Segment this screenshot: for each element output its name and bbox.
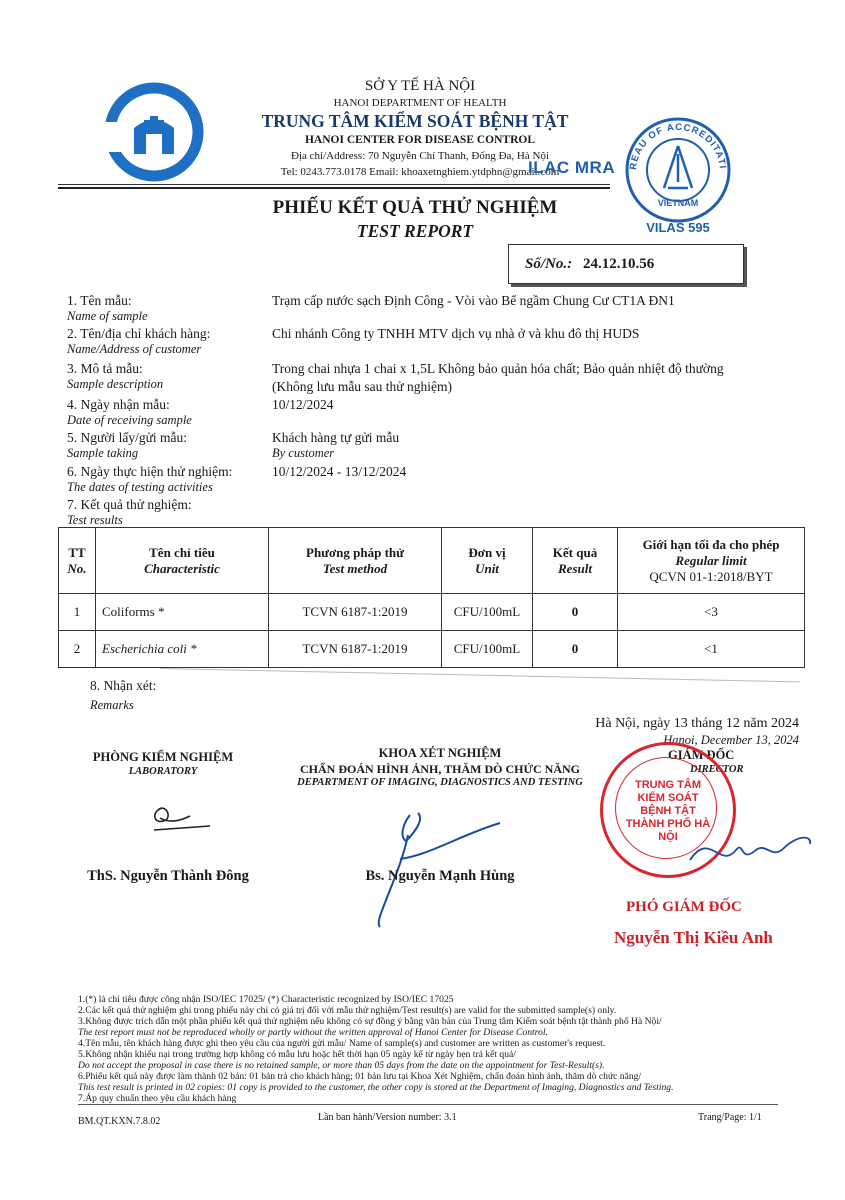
table-row <box>59 631 805 668</box>
footnote: 5.Không nhận khiếu nại trong trường hợp không có mẫu lưu hoặc hết thời hạn 05 ngày kể từ ngày hẹn trả kết quả/ <box>78 1049 516 1060</box>
field-label-en: Name of sample <box>67 309 148 323</box>
field-testing-dates <box>67 464 232 495</box>
field-sample-taking <box>67 430 187 461</box>
field-value-en: By customer <box>272 446 335 460</box>
dept-title-1: KHOA XÉT NGHIỆM <box>378 746 502 760</box>
field-label-en: The dates of testing activities <box>67 480 213 494</box>
field-label: 2. Tên/địa chỉ khách hàng: <box>67 326 211 341</box>
accreditation-country: VIETNAM <box>657 198 699 208</box>
report-number-label: Số/No.: <box>525 256 573 272</box>
field-label: 7. Kết quả thử nghiệm: <box>67 497 192 512</box>
report-number: 24.12.10.56 <box>583 256 655 272</box>
issue-date: Hà Nội, ngày 13 tháng 12 năm 2024 <box>595 716 799 731</box>
version-number: Lần ban hành/Version number: 3.1 <box>318 1112 457 1123</box>
col-header-characteristic: Tên chỉ tiêu Characteristic <box>96 528 269 594</box>
field-label-en: Test results <box>67 513 123 527</box>
remarks-label: 8. Nhận xét: <box>90 678 157 693</box>
field-label: 3. Mô tả mẫu: <box>67 361 143 376</box>
field-label: 1. Tên mẫu: <box>67 293 132 308</box>
cell-no: 2 <box>59 631 96 668</box>
footnote: This test result is printed in 02 copies: 01 copy is provided to the customer, the other copy is stored at the Department of Imaging, Diagnostics and Testing. <box>78 1082 674 1093</box>
field-sample-description <box>67 361 163 392</box>
form-code: BM.QT.KXN.7.8.02 <box>78 1116 161 1127</box>
col-header-unit: Đơn vị Unit <box>442 528 533 594</box>
hcdc-logo <box>104 82 204 182</box>
field-label-en: Name/Address of customer <box>67 342 202 356</box>
field-sample-name <box>67 293 148 324</box>
lab-title-en: LABORATORY <box>128 766 198 777</box>
footnote: 4.Tên mẫu, tên khách hàng được ghi theo yêu cầu của người gửi mẫu/ Name of sample(s) and customer are written as customer's request. <box>78 1038 606 1049</box>
ilac-mra-mark: ILAC MRA <box>528 158 616 177</box>
cell-unit: CFU/100mL <box>442 631 533 668</box>
center-en: HANOI CENTER FOR DISEASE CONTROL <box>304 134 536 146</box>
field-label: 6. Ngày thực hiện thử nghiệm: <box>67 464 233 479</box>
field-value: Chi nhánh Công ty TNHH MTV dịch vụ nhà ở và khu đô thị HUDS <box>272 326 640 341</box>
director-title: GIÁM ĐỐC <box>668 748 735 762</box>
field-customer <box>67 326 210 357</box>
footnote: Do not accept the proposal in case there is no retained sample, or more than 05 days from the date on the appointment for Test-Result(s). <box>78 1060 605 1071</box>
vilas-number: VILAS 595 <box>646 220 710 235</box>
field-label-en: Sample taking <box>67 446 139 460</box>
field-value: 10/12/2024 <box>272 397 334 412</box>
remarks-label-en: Remarks <box>90 698 134 712</box>
col-header-no: TT No. <box>59 528 96 594</box>
svg-text:BUREAU OF ACCREDITATION: REAU OF ACCREDITATI <box>627 121 728 171</box>
deputy-name: Nguyễn Thị Kiều Anh <box>614 928 773 947</box>
cell-result: 0 <box>533 594 618 631</box>
cell-unit: CFU/100mL <box>442 594 533 631</box>
field-value-line2: (Không lưu mẫu sau thử nghiệm) <box>272 379 452 394</box>
page-number: Trang/Page: 1/1 <box>698 1112 762 1123</box>
cell-no: 1 <box>59 594 96 631</box>
header-divider-thick <box>58 187 610 189</box>
cell-characteristic: Escherichia coli * <box>96 631 269 668</box>
dept-signature <box>360 795 510 935</box>
cell-characteristic: Coliforms * <box>96 594 269 631</box>
dept-vi: SỞ Y TẾ HÀ NỘI <box>364 78 476 94</box>
table-row <box>59 594 805 631</box>
footnote: 6.Phiếu kết quả này được làm thành 02 bản: 01 bản trả cho khách hàng; 01 bản lưu tại Khoa Xét Nghiệm, chẩn đoán hình ảnh, thăm dò chức năng/ <box>78 1071 642 1082</box>
stamp-text: TRUNG TÂM KIỂM SOÁT BỆNH TẬT THÀNH PHỐ HÀ NỘI <box>625 779 711 843</box>
field-label: 5. Người lấy/gửi mẫu: <box>67 430 188 445</box>
footnote: 1.(*) là chỉ tiêu được công nhận ISO/IEC 17025/ (*) Characteristic recognized by ISO/IEC 17025 <box>78 994 454 1005</box>
report-title-en: TEST REPORT <box>356 221 474 241</box>
director-signature <box>680 820 820 880</box>
director-title-en: DIRECTOR <box>690 764 744 775</box>
field-value: 10/12/2024 - 13/12/2024 <box>272 464 407 479</box>
dept-title-en: DEPARTMENT OF IMAGING, DIAGNOSTICS AND TESTING <box>297 777 583 788</box>
center-vi: TRUNG TÂM KIỂM SOÁT BỆNH TẬT <box>261 111 569 131</box>
issue-date-en: Hanoi, December 13, 2024 <box>663 733 799 747</box>
cell-result: 0 <box>533 631 618 668</box>
cell-method: TCVN 6187-1:2019 <box>269 594 442 631</box>
field-label-en: Date of receiving sample <box>67 413 192 427</box>
field-label: 4. Ngày nhận mẫu: <box>67 397 170 412</box>
col-header-limit: Giới hạn tối đa cho phép Regular limit QCVN 01-1:2018/BYT <box>618 528 805 594</box>
cell-method: TCVN 6187-1:2019 <box>269 631 442 668</box>
footer-divider <box>78 1104 778 1105</box>
lab-signer-name: ThS. Nguyễn Thành Đông <box>87 868 249 884</box>
lab-signature <box>140 790 220 840</box>
field-value: Trạm cấp nước sạch Định Công - Vòi vào Bể ngầm Chung Cư CT1A ĐN1 <box>272 293 675 308</box>
dept-en: HANOI DEPARTMENT OF HEALTH <box>333 97 507 109</box>
field-label-en: Sample description <box>67 377 164 391</box>
dept-signer-name: Bs. Nguyễn Mạnh Hùng <box>365 868 515 884</box>
col-header-result: Kết quả Result <box>533 528 618 594</box>
remarks-strike-line <box>160 668 800 682</box>
report-number-box <box>508 244 744 284</box>
address: Địa chỉ/Address: 70 Nguyễn Chí Thanh, Đống Đa, Hà Nội <box>291 150 549 162</box>
footnote: 7.Áp quy chuẩn theo yêu cầu khách hàng <box>78 1093 237 1104</box>
field-value: Khách hàng tự gửi mẫu <box>272 430 400 445</box>
footnote: 2.Các kết quả thử nghiệm ghi trong phiếu này chỉ có giá trị đối với mẫu thử nghiệm/Test result(s) are valid for the submitted sample(s) only. <box>78 1005 617 1016</box>
results-table <box>58 527 805 668</box>
deputy-title: PHÓ GIÁM ĐỐC <box>626 899 742 915</box>
contact: Tel: 0243.773.0178 Email: khoaxetnghiem.ytdphn@gmail.com <box>280 166 560 178</box>
header-divider <box>58 184 610 185</box>
field-value: Trong chai nhựa 1 chai x 1,5L Không bảo quản hóa chất; Bảo quản nhiệt độ thường <box>272 361 724 376</box>
dept-title-2: CHẨN ĐOÁN HÌNH ẢNH, THĂM DÒ CHỨC NĂNG <box>300 762 580 776</box>
field-test-results <box>67 497 192 528</box>
field-receiving-date <box>67 397 192 428</box>
report-title-vi: PHIẾU KẾT QUẢ THỬ NGHIỆM <box>272 197 558 218</box>
col-header-method: Phương pháp thử Test method <box>269 528 442 594</box>
footnote: The test report must not be reproduced wholly or partly without the written approval of Hanoi Center for Disease Control. <box>78 1027 548 1038</box>
footnote: 3.Không được trích dẫn một phần phiếu kết quả thử nghiệm nếu không có sự đồng ý bằng văn bản của Trung tâm Kiểm soát bệnh tật thành phố Hà Nội/ <box>78 1016 662 1027</box>
lab-title: PHÒNG KIỂM NGHIỆM <box>92 750 234 764</box>
cell-limit: <1 <box>618 631 805 668</box>
cell-limit: <3 <box>618 594 805 631</box>
